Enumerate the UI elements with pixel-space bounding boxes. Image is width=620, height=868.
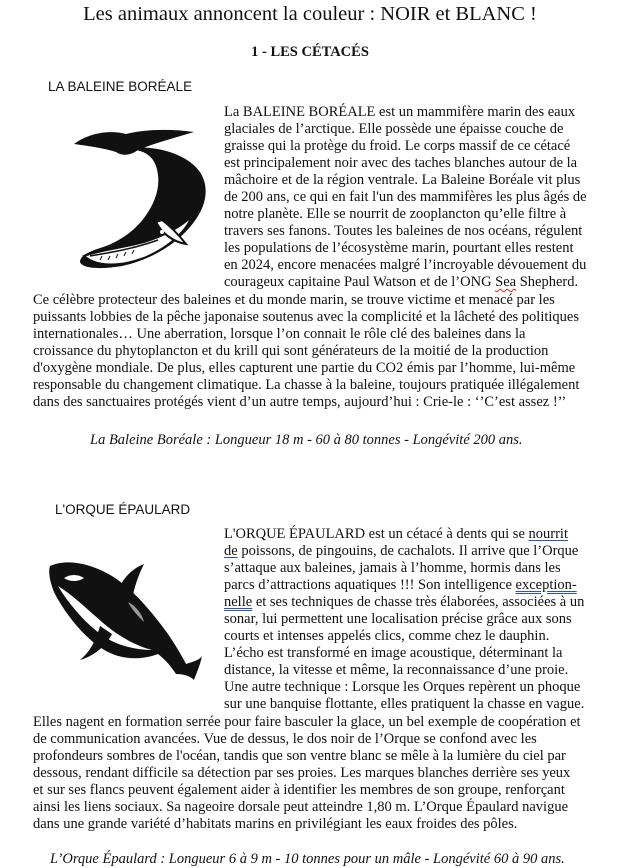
text-line: profondeurs sombres de l'océan, tandis que son ventre blanc se mêle à la lumière du ciel par xyxy=(33,748,566,764)
text-line xyxy=(224,526,568,543)
text-line: de communication avancées. Vue de dessus, le dos noir de l’Orque se confond avec les xyxy=(33,731,537,747)
text-line: de 200 ans, ce qui en fait l'un des mammifères les plus âgés de xyxy=(224,189,587,205)
orca-heading: L'ORQUE ÉPAULARD xyxy=(55,502,191,517)
text-segment: courageux capitaine Paul Watson et de l’ONG xyxy=(224,274,496,290)
text-segment: L'ORQUE ÉPAULARD est un cétacé à dents qui se xyxy=(224,526,529,542)
text-line xyxy=(224,577,577,594)
text-line: dessous, rendant difficile sa détection par ses proies. Les marques blanches derrière ses yeux xyxy=(33,765,571,781)
text-line xyxy=(224,594,584,611)
text-line: en 2024, encore menacées malgré l’incroyable dévouement du xyxy=(224,257,587,273)
text-line: internationales… Une aberration, lorsque l’on connait le rôle clé des baleines dans la xyxy=(33,326,526,342)
text-line: distance, la vitesse et même, la reconnaissance d’une proie. xyxy=(224,662,569,678)
text-line: notre planète. Elle se nourrit de zooplancton qu’elle filtre à xyxy=(224,206,567,222)
text-line: et sur ses flancs peuvent également aider à identifier les membres de son groupe, renforçant xyxy=(33,782,565,798)
orca-text xyxy=(0,520,620,840)
text-line: sonar, lui permettent une localisation précise grâce aux sons xyxy=(224,611,572,627)
text-segment: poissons, de pingouins, de cachalots. Il arrive que l’Orque xyxy=(237,543,579,559)
text-line: dans une grande variété d’habitats marins en privilégiant les eaux froides des pôles. xyxy=(33,816,518,832)
section-title: 1 - LES CÉTACÉS xyxy=(251,44,369,60)
grammar-flag-word: exception- xyxy=(515,577,577,593)
text-line: graisse qui la protège du froid. Le corps massif de ce cétacé xyxy=(224,138,571,154)
text-line: responsable du changement climatique. La chasse à la baleine, toujours pratiquée illégalement xyxy=(33,377,580,393)
text-segment: parcs d’attractions aquatiques !!! Son intelligence xyxy=(224,577,516,593)
text-line: L’écho est transformé en image acoustique, déterminant la xyxy=(224,645,563,661)
grammar-flag-word: nelle xyxy=(224,594,253,610)
text-line: sur une banquise flottante, elles pratiquent la chasse en vague. xyxy=(224,696,585,712)
bowhead-text xyxy=(0,0,620,420)
text-line: La BALEINE BORÉALE est un mammifère marin des eaux xyxy=(224,104,576,120)
grammar-flag-word: nourrit xyxy=(528,526,568,542)
text-line: puissants lobbies de la pêche japonaise soutenus avec la complicité et la lâcheté des politiques xyxy=(33,309,579,325)
orca-caption: L’Orque Épaulard : Longueur 6 à 9 m - 10 tonnes pour un mâle - Longévité 60 à 90 ans. xyxy=(50,851,565,867)
grammar-flag-word: de xyxy=(224,543,238,559)
text-line: Ce célèbre protecteur des baleines et du monde marin, se trouve victime et menacé par les xyxy=(33,292,555,308)
text-line: travers ses fanons. Toutes les baleines de nos océans, régulent xyxy=(224,223,583,239)
text-segment: et ses techniques de chasse très élaborées, associées à un xyxy=(252,594,585,610)
text-line: les populations de l’écosystème marin, pourtant elles restent xyxy=(224,240,574,256)
text-line: mâchoire et de la région ventrale. La Baleine Boréale vit plus xyxy=(224,172,581,188)
text-line: dans des sanctuaires protégés vient d’un autre temps, aujourd’hui : Crie-le : ‘’C’est assez !’’ xyxy=(33,394,567,410)
bowhead-caption: La Baleine Boréale : Longueur 18 m - 60 à 80 tonnes - Longévité 200 ans. xyxy=(90,432,523,448)
text-segment: Shepherd. xyxy=(516,274,579,290)
text-line: croissance du phytoplancton et du krill qui sont générateurs de la moitié de la production xyxy=(33,343,549,359)
text-line: ainsi les liens sociaux. Sa nageoire dorsale peut atteindre 1,80 m. L’Orque Épaulard navigue xyxy=(33,799,568,815)
text-line: est principalement noir avec des taches blanches autour de la xyxy=(224,155,578,171)
text-line: glaciales de l’arctique. Elle possède une épaisse couche de xyxy=(224,121,564,137)
text-line: s’attaque aux baleines, jamais à l’homme, hormis dans les xyxy=(224,560,561,576)
page-title: Les animaux annoncent la couleur : NOIR et BLANC ! xyxy=(83,3,537,25)
text-line xyxy=(224,543,578,560)
bowhead-heading: LA BALEINE BORÉALE xyxy=(48,79,193,94)
spellcheck-word: Sea xyxy=(495,274,517,290)
text-line: Une autre technique : Lorsque les Orques repèrent un phoque xyxy=(224,679,581,695)
text-line: courts et intenses appelés clics, comme chez le dauphin. xyxy=(224,628,550,644)
text-line: d'oxygène mondiale. De plus, elles capturent une partie du CO2 émis par l’homme, lui-même xyxy=(33,360,576,376)
text-line: Elles nagent en formation serrée pour faire basculer la glace, un bel exemple de coopération et xyxy=(33,714,581,730)
text-line xyxy=(224,274,578,291)
